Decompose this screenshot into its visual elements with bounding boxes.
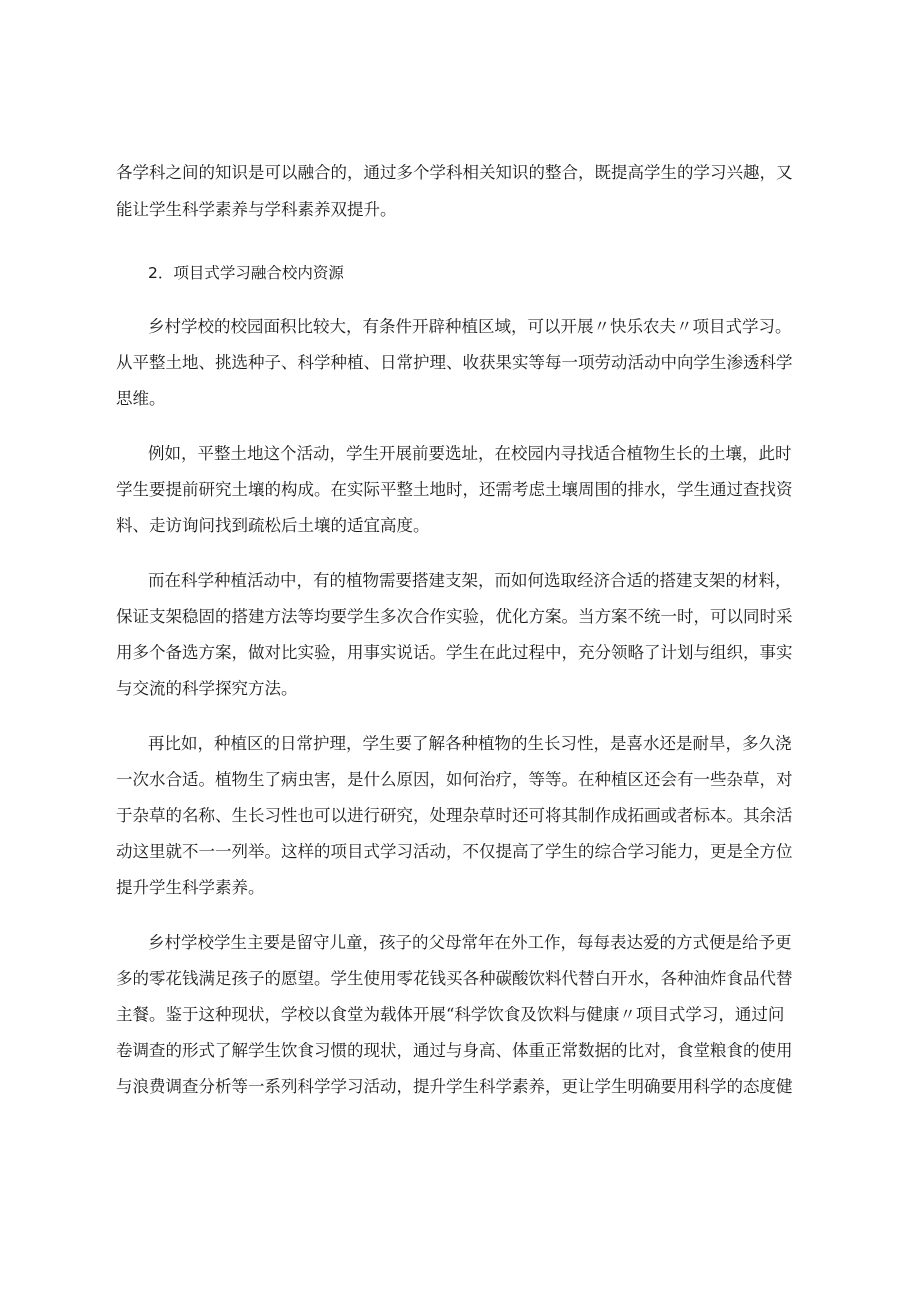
paragraph-3-line-2: 保证支架稳固的搭建方法等均要学生多次合作实验，优化方案。当方案不统一时，可以同时采 [116,607,793,626]
paragraph-1-line-3: 思维。 [116,389,166,408]
paragraph-4-line-4: 动这里就不一一列举。这样的项目式学习活动，不仅提高了学生的综合学习能力，更是全方位 [116,842,793,861]
paragraph-4-line-5: 提升学生科学素养。 [116,878,265,897]
paragraph-4-line-1: 再比如，种植区的日常护理，学生要了解各种植物的生长习性，是喜水还是耐旱，多久浇 [148,734,792,753]
paragraph-5-line-4: 卷调查的形式了解学生饮食习惯的现状，通过与身高、体重正常数据的比对，食堂粮食的使用 [116,1041,793,1060]
paragraph-3-line-3: 用多个备选方案，做对比实验，用事实说话。学生在此过程中，充分领略了计划与组织，事实 [116,643,793,662]
intro-line-2: 能让学生科学素养与学科素养双提升。 [116,200,397,219]
paragraph-2-line-2: 学生要提前研究土壤的构成。在实际平整土地时，还需考虑土壤周围的排水，学生通过查找资 [116,480,793,499]
paragraph-3-line-4: 与交流的科学探究方法。 [116,679,298,698]
intro-line-1: 各学科之间的知识是可以融合的，通过多个学科相关知识的整合，既提高学生的学习兴趣，又 [116,163,793,182]
paragraph-5-line-2: 多的零花钱满足孩子的愿望。学生使用零花钱买各种碳酸饮料代替白开水，各种油炸食品代替 [116,969,793,988]
paragraph-3-line-1: 而在科学种植活动中，有的植物需要搭建支架，而如何选取经济合适的搭建支架的材料， [148,571,792,590]
paragraph-1-line-1: 乡村学校的校园面积比较大，有条件开辟种植区域，可以开展〃快乐农夫〃项目式学习。 [148,317,792,336]
paragraph-5-line-3: 主餐。鉴于这种现状，学校以食堂为载体开展“科学饮食及饮料与健康〃项目式学习，通过问 [116,1005,785,1024]
paragraph-4-line-3: 于杂草的名称、生长习性也可以进行研究，处理杂草时还可将其制作成拓画或者标本。其余活 [116,806,793,825]
paragraph-2-line-3: 料、走访询问找到疏松后土壤的适宜高度。 [116,516,430,535]
paragraph-5-line-1: 乡村学校学生主要是留守儿童，孩子的父母常年在外工作，每每表达爱的方式便是给予更 [148,933,792,952]
paragraph-2-line-1: 例如，平整土地这个活动，学生开展前要选址，在校园内寻找适合植物生长的土壤，此时 [148,444,792,463]
paragraph-1-line-2: 从平整土地、挑选种子、科学种植、日常护理、收获果实等每一项劳动活动中向学生渗透科学 [116,353,793,372]
paragraph-5-line-5: 与浪费调查分析等一系列科学学习活动，提升学生科学素养，更让学生明确要用科学的态度健 [116,1077,793,1096]
paragraph-4-line-2: 一次水合适。植物生了病虫害，是什么原因，如何治疗，等等。在种植区还会有一些杂草，对 [116,770,793,789]
section-heading: 2．项目式学习融合校内资源 [148,264,344,282]
